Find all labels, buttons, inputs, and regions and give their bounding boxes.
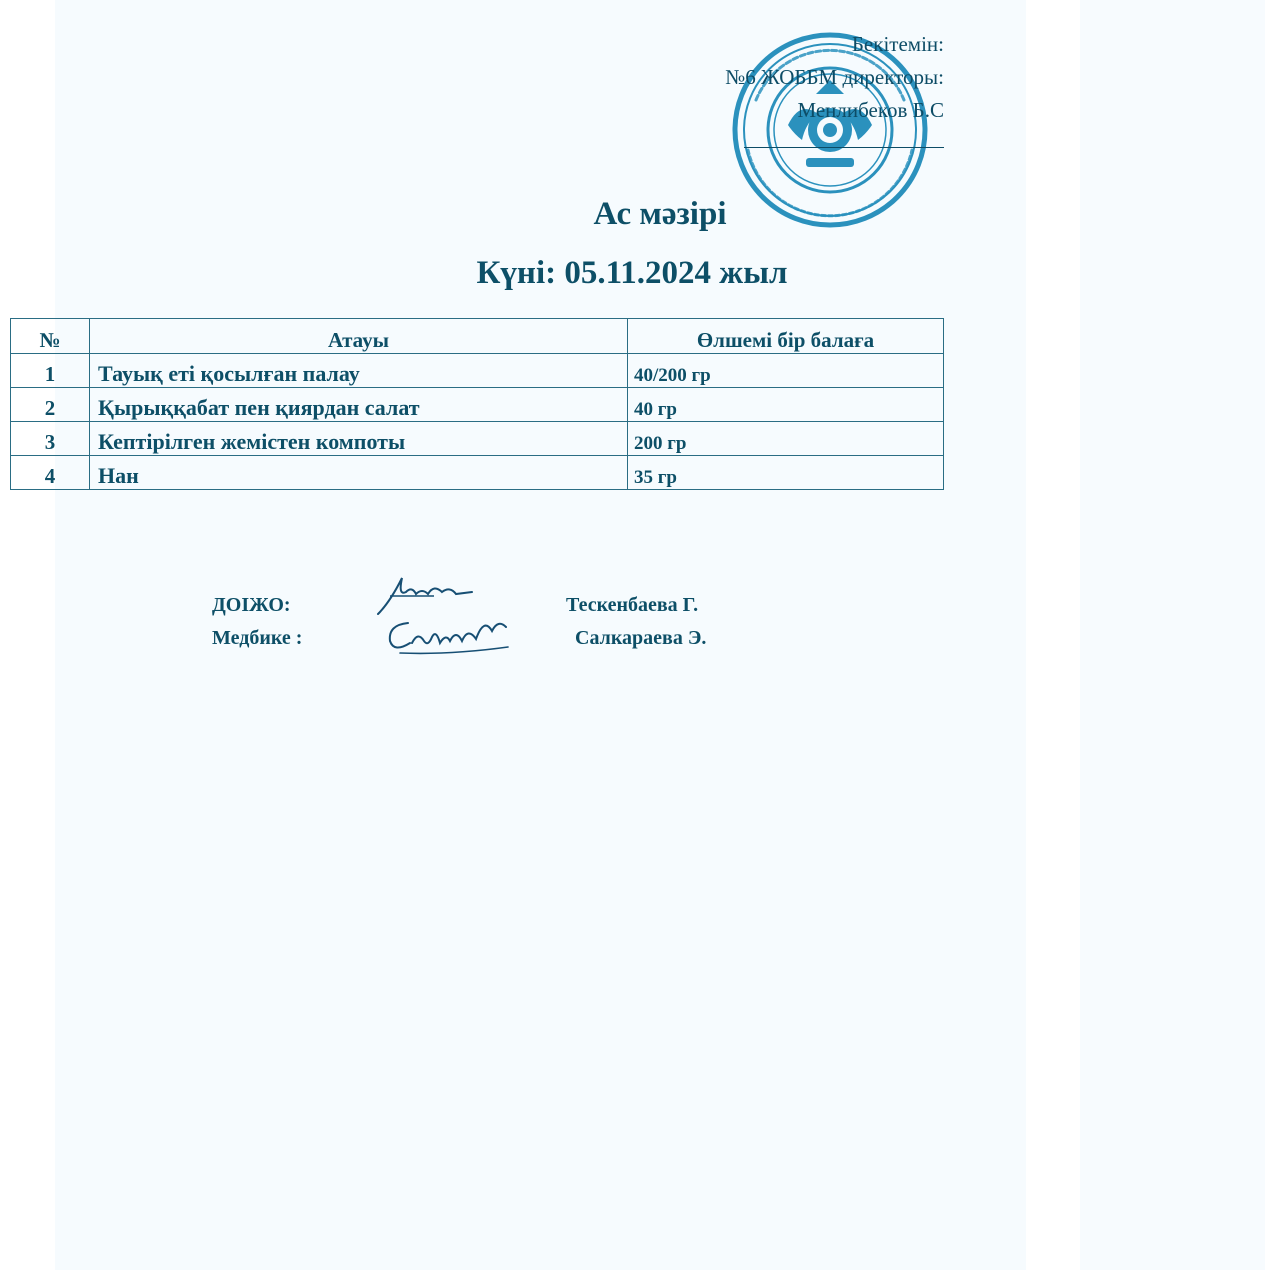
- dish-quantity: 40 гр: [628, 388, 944, 422]
- row-number: 2: [11, 388, 90, 422]
- dish-name: Қырыққабат пен қиярдан салат: [90, 388, 628, 422]
- header-quantity: Өлшемі бір балаға: [628, 319, 944, 354]
- page-margin-left: [0, 0, 55, 1270]
- approval-signature-line: [744, 147, 944, 148]
- approval-block: [725, 28, 944, 148]
- row-number: 3: [11, 422, 90, 456]
- row-number: 1: [11, 354, 90, 388]
- handwritten-signature-2: [380, 613, 560, 661]
- date-line: Күні: 05.11.2024 жыл: [476, 255, 788, 291]
- signature-person-name: Салкараева Э.: [575, 627, 707, 649]
- signature-person-name: Тескенбаева Г.: [566, 594, 699, 616]
- header-name: Атауы: [90, 319, 628, 354]
- dish-name: Нан: [90, 456, 628, 490]
- dish-name: Тауық еті қосылған палау: [90, 354, 628, 388]
- signature-row: [212, 627, 772, 660]
- dish-quantity: 200 гр: [628, 422, 944, 456]
- handwritten-signature-1: [372, 572, 482, 618]
- table-row: [11, 422, 944, 456]
- dish-name: Кептірілген жемістен компоты: [90, 422, 628, 456]
- document-sheet: [39, 0, 1026, 1270]
- header-number: №: [11, 319, 90, 354]
- signature-block: [212, 594, 772, 660]
- table-row: [11, 354, 944, 388]
- menu-table: [10, 318, 944, 490]
- approval-director-name: Менлибеков Б.С: [797, 98, 944, 122]
- dish-quantity: 35 гр: [628, 456, 944, 490]
- page-title: Ас мәзірі: [593, 196, 727, 232]
- signature-role: ДОІЖО:: [212, 594, 291, 616]
- signature-role: Медбике :: [212, 627, 303, 649]
- row-number: 4: [11, 456, 90, 490]
- dish-quantity: 40/200 гр: [628, 354, 944, 388]
- approval-label: Бекітемін:: [851, 32, 944, 56]
- table-header-row: [11, 319, 944, 354]
- approval-position: №6 ЖОББМ директоры:: [725, 65, 944, 89]
- table-row: [11, 388, 944, 422]
- page-margin-right: [1026, 0, 1080, 1270]
- table-row: [11, 456, 944, 490]
